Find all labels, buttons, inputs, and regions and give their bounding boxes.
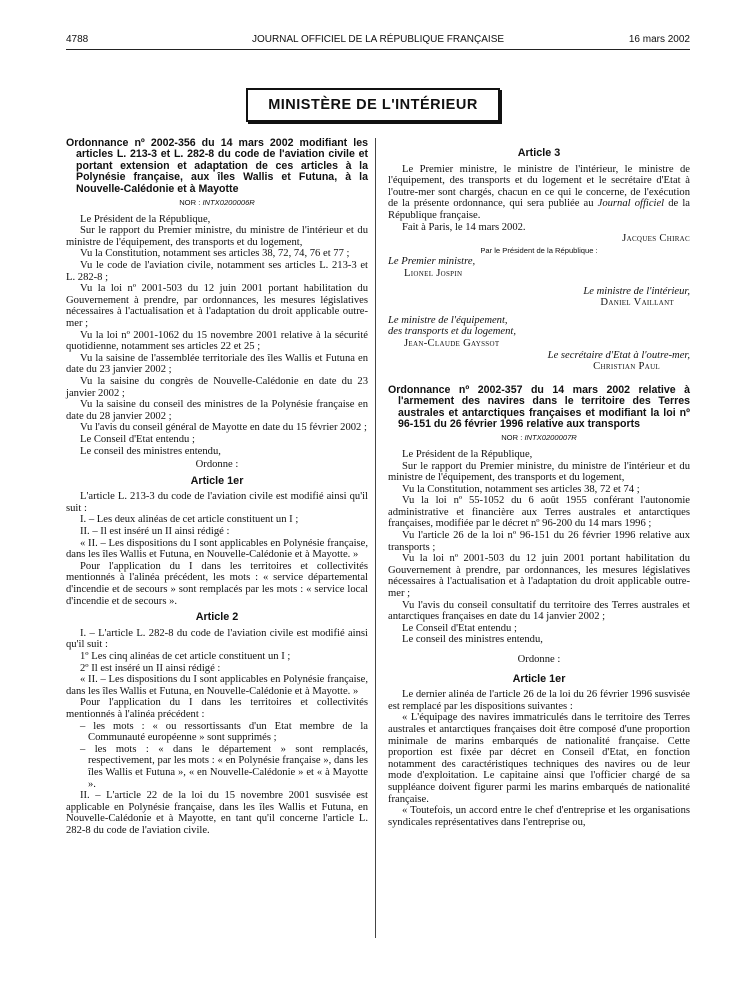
article-paragraph: I. – L'article L. 282-8 du code de l'aviation civile est modifié ainsi qu'il suit : <box>66 627 368 651</box>
visa-paragraph: Vu l'avis du conseil général de Mayotte en date du 15 février 2002 ; <box>80 422 367 434</box>
pm-name: Lionel Jospin <box>404 267 463 279</box>
article-paragraph: « II. – Les dispositions du I sont applicables en Polynésie française, dans les îles Wallis et Futuna, en Nouvelle-Calédonie et à Mayotte. » <box>66 674 368 697</box>
visas-list <box>66 214 368 457</box>
article-3-body <box>388 164 690 222</box>
visa-paragraph: Le Conseil d'Etat entendu ; <box>402 622 517 634</box>
visa-paragraph: Vu la Constitution, notamment ses articles 38, 72, 74, 76 et 77 ; <box>80 248 350 260</box>
page-number: 4788 <box>66 34 89 45</box>
visa-paragraph: Le Conseil d'Etat entendu ; <box>80 433 195 445</box>
article-3-text-end: de la République française. <box>388 198 690 221</box>
visa-paragraph: Sur le rapport du Premier ministre, du ministre de l'intérieur et du ministre de l'équipement, des transports et du logement, <box>388 460 690 484</box>
article-2-final: II. – L'article 22 de la loi du 15 novembre 2001 susvisée est applicable en Polynésie française, dans les îles Wallis et Futuna, en Nouvelle-Calédonie et à Mayotte, en tant qu'il concerne l'article L. 282-8 du code de l'aviation civile. <box>66 790 368 836</box>
visa-paragraph: Vu la Constitution, notamment ses articles 38, 72 et 74 ; <box>402 483 640 495</box>
article-2-body <box>66 628 368 721</box>
ministry-heading: MINISTÈRE DE L'INTÉRIEUR <box>246 88 500 122</box>
visa-paragraph: Le conseil des ministres entendu, <box>402 634 543 646</box>
visa-paragraph: Vu la saisine du conseil des ministres de la Polynésie française en date du 28 janvier 2002 ; <box>66 399 368 422</box>
article-paragraph: 2º Il est inséré un II ainsi rédigé : <box>80 662 221 674</box>
visa-paragraph: Vu la loi nº 2001-503 du 12 juin 2001 portant habilitation du Gouvernement à prendre, par ordonnances, les mesures législatives nécessaires à l'actualisation et à l'adaptation du droit applicable outre-mer ; <box>66 283 368 329</box>
pour-president: Par le Président de la République : <box>480 245 598 255</box>
article-paragraph: 1º Les cinq alinéas de cet article constituent un I ; <box>80 651 291 662</box>
visa-paragraph: Le conseil des ministres entendu, <box>80 445 221 457</box>
page-header <box>66 34 690 48</box>
outremer-name: Christian Paul <box>593 361 660 373</box>
left-column <box>66 138 368 837</box>
equipment-role: Le ministre de l'équipement, <box>388 314 508 326</box>
journal-officiel-ref: Journal officiel <box>597 198 665 210</box>
visa-paragraph: Le Président de la République, <box>402 448 533 460</box>
article-paragraph: L'article L. 213-3 du code de l'aviation civile est modifié ainsi qu'il suit : <box>66 491 368 514</box>
ordinance-title: Ordonnance nº 2002-356 du 14 mars 2002 modifiant les articles L. 213-3 et L. 282-8 du code de l'aviation civile et portant extension et adaptation de ces articles à la Polynésie française, aux îles Wallis et Futuna, à la Nouvelle-Calédonie et à Mayotte <box>66 137 368 195</box>
nor-code-2: INTX0200007R <box>524 433 577 443</box>
article-paragraph: « L'équipage des navires immatriculés dans le territoire des Terres australes et antarctiques françaises doit être composé d'une proportion minimale de marins embarqués de nationalité française. Cette proportion est fixée par décret en Conseil d'Etat, en fonction notamment des caractéristiques techniques des navires ou de leur mode d'exploitation. Le capitaine ainsi que l'officier chargé de sa suppléance doivent figurer parmi les marins embarqués de nationalité française. <box>388 712 690 805</box>
header-rule <box>66 49 690 50</box>
column-divider <box>375 138 376 938</box>
article-paragraph: II. – Il est inséré un II ainsi rédigé : <box>80 526 230 538</box>
interior-role: Le ministre de l'intérieur, <box>583 285 690 297</box>
outremer-role: Le secrétaire d'Etat à l'outre-mer, <box>547 349 690 361</box>
article-2-dashes <box>66 721 368 791</box>
article-3-text: Le Premier ministre, le ministre de l'intérieur, le ministre de l'équipement, des transports et du logement et le secrétaire d'Etat à l'outre-mer sont chargés, chacun en ce qui le concerne, de l'exécution de la présente ordonnance, qui sera publiée au <box>388 163 690 210</box>
nor-prefix-2: NOR : <box>501 433 523 443</box>
article-paragraph: Pour l'application du I dans les territoires et collectivités mentionnés à l'alinéa précédent : <box>66 697 368 720</box>
visa-paragraph: Vu l'avis du conseil consultatif du territoire des Terres australes et antarctiques françaises en date du 14 janvier 2002 ; <box>388 599 690 623</box>
article-paragraph: « Toutefois, un accord entre le chef d'entreprise et les organisations syndicales représentatives dans l'entreprise ou, <box>388 805 690 828</box>
nor-prefix: NOR : <box>179 198 201 208</box>
ordinance-2-title: Ordonnance nº 2002-357 du 14 mars 2002 relative à l'armement des navires dans le territoire des Terres australes et antarctiques françaises et modifiant la loi nº 96-151 du 26 février 1996 relative aux transports <box>388 383 690 430</box>
visa-paragraph: Vu la loi nº 2001-1062 du 15 novembre 2001 relative à la sécurité quotidienne, notamment ses articles 22 et 25 ; <box>66 329 368 353</box>
visa-paragraph: Vu la saisine de l'assemblée territoriale des îles Wallis et Futuna en date du 23 janvier 2002 ; <box>66 352 368 376</box>
article-1b-body <box>388 689 690 828</box>
article-2-title: Article 2 <box>195 611 239 624</box>
ordonne-label: Ordonne : <box>195 459 239 471</box>
visa-paragraph: Vu la saisine du congrès de Nouvelle-Calédonie en date du 23 janvier 2002 ; <box>66 375 368 399</box>
ordonne-label-2: Ordonne : <box>517 654 561 665</box>
visa-paragraph: Le Président de la République, <box>80 213 211 225</box>
visa-paragraph: Sur le rapport du Premier ministre, du ministre de l'intérieur et du ministre de l'équipement, des transports et du logement, <box>66 225 368 248</box>
article-1-title: Article 1er <box>190 474 244 487</box>
issue-date: 16 mars 2002 <box>628 34 690 45</box>
nor-code: INTX0200006R <box>202 198 255 208</box>
dash-item: – les mots : « dans le département » sont remplacés, respectivement, par les mots : « en Polynésie française », dans les îles Wallis et Futuna », « en Nouvelle-Calédonie » et « à Mayotte ». <box>80 743 368 790</box>
article-3-title: Article 3 <box>517 147 561 159</box>
article-1-body <box>66 491 368 607</box>
visa-paragraph: Vu la loi nº 55-1052 du 6 août 1955 conférant l'autonomie administrative et financière aux Terres australes et antarctiques françaises, modifiée par le décret nº 96-200 du 14 mars 1996 ; <box>388 495 690 530</box>
equipment-role-2: des transports et du logement, <box>388 326 516 338</box>
article-paragraph: Le dernier alinéa de l'article 26 de la loi du 26 février 1996 susvisée est remplacé par les dispositions suivantes : <box>388 689 690 712</box>
visa-paragraph: Vu le code de l'aviation civile, notamment ses articles L. 213-3 et L. 282-8 ; <box>66 260 368 283</box>
done-at: Fait à Paris, le 14 mars 2002. <box>402 221 526 233</box>
article-1b-title: Article 1er <box>512 672 566 685</box>
journal-title: JOURNAL OFFICIEL DE LA RÉPUBLIQUE FRANÇAISE <box>251 34 505 45</box>
interior-name: Daniel Vaillant <box>600 297 674 309</box>
nor-reference-2 <box>388 432 690 444</box>
right-column <box>388 138 690 828</box>
visas-list-2 <box>388 449 690 646</box>
article-paragraph: « II. – Les dispositions du I sont applicables en Polynésie française, dans les îles Wallis et Futuna, en Nouvelle-Calédonie et à Mayotte. » <box>66 537 368 561</box>
nor-reference <box>66 197 368 209</box>
equipment-name: Jean-Claude Gayssot <box>404 337 500 349</box>
dash-item: – les mots : « ou ressortissants d'un Etat membre de la Communauté européenne » sont supprimés ; <box>80 720 368 744</box>
president-signature: Jacques Chirac <box>622 233 690 245</box>
visa-paragraph: Vu la loi nº 2001-503 du 12 juin 2001 portant habilitation du Gouvernement à prendre, par ordonnances, les mesures législatives nécessaires à l'actualisation et à l'adaptation du droit applicable outre-mer ; <box>388 553 690 600</box>
article-paragraph: Pour l'application du I dans les territoires et collectivités mentionnés à l'alinéa précédent, les mots : « service départemental d'incendie et de secours » sont remplacés par les mots : « service local d'incendie et de secours ». <box>66 560 368 607</box>
pm-role: Le Premier ministre, <box>388 256 476 268</box>
visa-paragraph: Vu l'article 26 de la loi nº 96-151 du 26 février 1996 relative aux transports ; <box>388 530 690 553</box>
article-paragraph: I. – Les deux alinéas de cet article constituent un I ; <box>80 514 299 526</box>
